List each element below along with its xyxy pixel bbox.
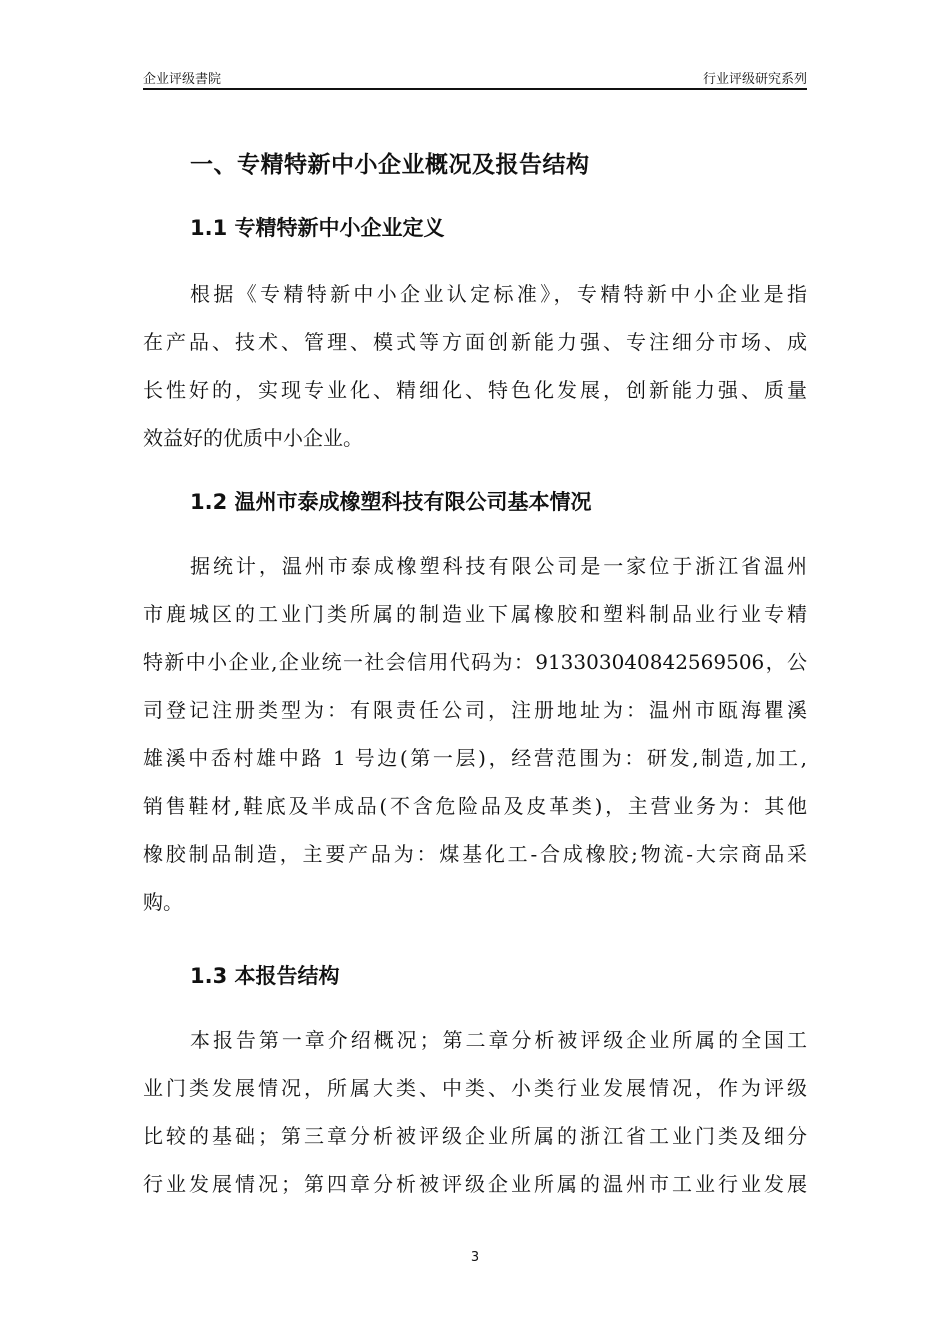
paragraph-line: 业门类发展情况，所属大类、中类、小类行业发展情况，作为评级 — [143, 1076, 807, 1100]
paragraph-line: 在产品、技术、管理、模式等方面创新能力强、专注细分市场、成 — [143, 330, 807, 354]
paragraph-line: 本报告第一章介绍概况；第二章分析被评级企业所属的全国工 — [190, 1028, 807, 1052]
paragraph-line: 长性好的，实现专业化、精细化、特色化发展，创新能力强、质量 — [143, 378, 807, 402]
paragraph-line: 行业发展情况；第四章分析被评级企业所属的温州市工业行业发展 — [143, 1172, 807, 1196]
header-divider — [143, 88, 807, 90]
header-publisher: 企业评级書院 — [143, 72, 222, 87]
paragraph-line: 特新中小企业,企业统一社会信用代码为：91330304084256950​6，公 — [143, 650, 807, 674]
header-series: 行业评级研究系列 — [702, 72, 807, 87]
section-heading-1-2: 1.2 温州市泰成橡塑科技有限公司基本情况 — [190, 490, 592, 514]
paragraph-line: 市鹿城区的工业门类所属的制造业下属橡胶和塑料制品业行业专精 — [143, 602, 807, 626]
section-heading-1-3: 1.3 本报告结构 — [190, 964, 340, 988]
page-number: 3 — [470, 1250, 480, 1265]
paragraph-line: 司登记注册类型为：有限责任公司，注册地址为：温州市瓯海瞿溪 — [143, 698, 807, 722]
paragraph-line: 根据《专精特新中小企业认定标准》，专精特新中小企业是指 — [190, 282, 807, 306]
paragraph-line: 橡胶制品制造，主要产品为：煤基化工-合成橡胶;物流-大宗商品采 — [143, 842, 807, 866]
paragraph-line: 效益好的优质中小企业。 — [143, 426, 363, 450]
paragraph-line: 销售鞋材,鞋底及半成品(不含危险品及皮革类)，主营业务为：其他 — [143, 794, 807, 818]
paragraph-line: 据统计，温州市泰成橡塑科技有限公司是一家位于浙江省温州 — [190, 554, 807, 578]
paragraph-line: 雄溪中岙村雄中路 1 号边(第一层)，经营范围为：研发,制造,加工, — [143, 746, 807, 770]
header-bar — [143, 68, 807, 90]
paragraph-line: 比较的基础；第三章分析被评级企业所属的浙江省工业门类及细分 — [143, 1124, 807, 1148]
paragraph-line: 购。 — [143, 890, 183, 914]
chapter-title: 一、专精特新中小企业概况及报告结构 — [190, 152, 590, 178]
section-heading-1-1: 1.1 专精特新中小企业定义 — [190, 216, 445, 240]
